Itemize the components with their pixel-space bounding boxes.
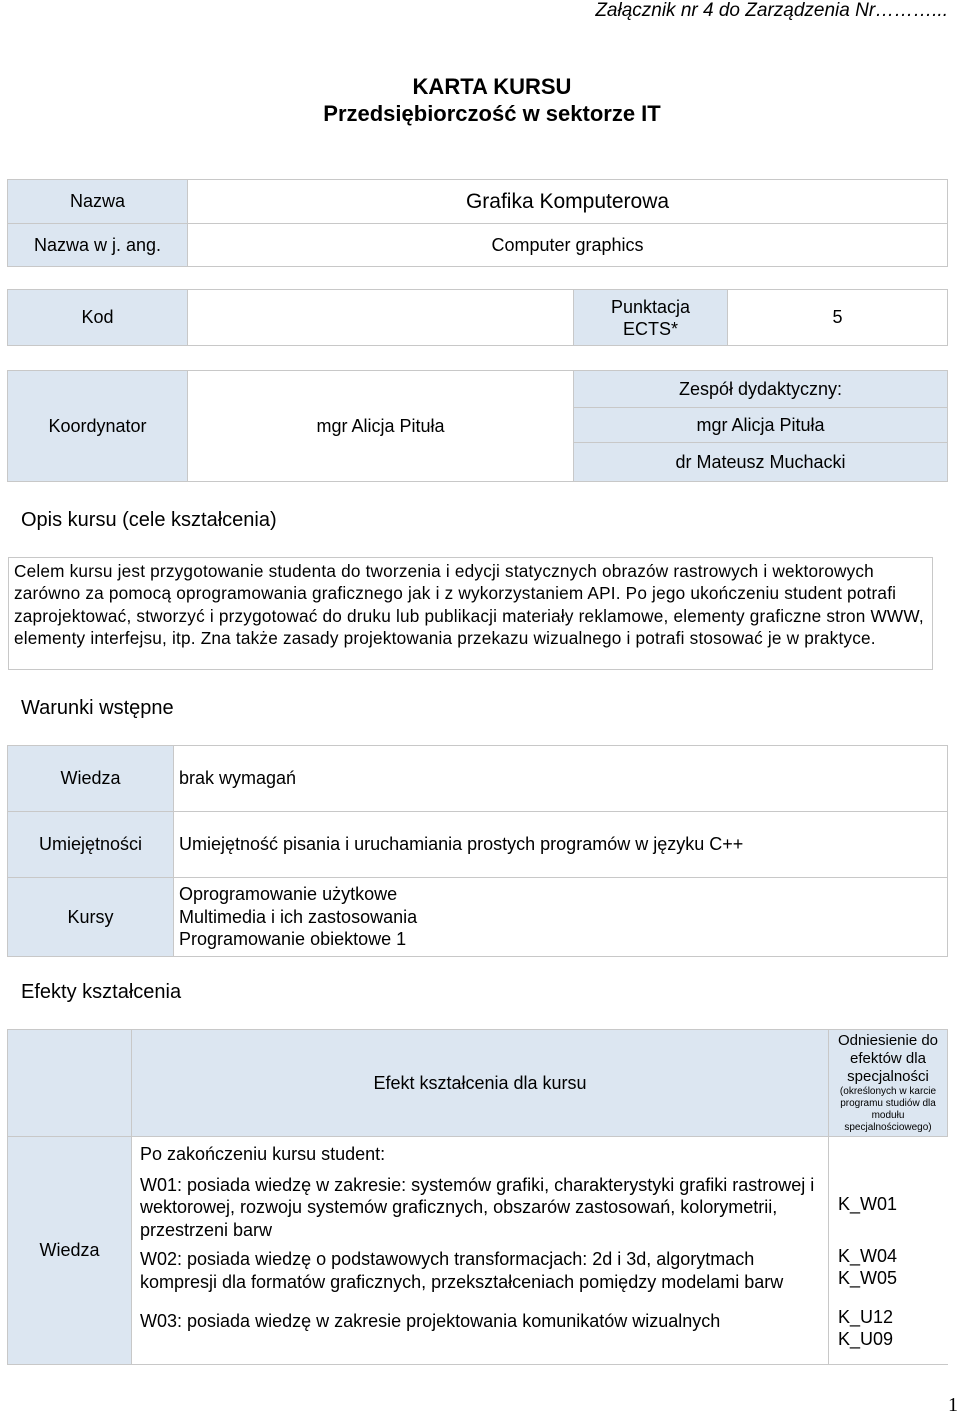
- team-label: Zespół dydaktyczny:: [574, 371, 948, 408]
- col-ref-title: Odniesienie do efektów dla specjalności: [837, 1032, 939, 1085]
- coordinator-label: Koordynator: [8, 371, 188, 482]
- ects-value: 5: [728, 290, 948, 346]
- name-value: Grafika Komputerowa: [188, 180, 948, 224]
- team-member: dr Mateusz Muchacki: [574, 443, 948, 482]
- annex-header: Załącznik nr 4 do Zarządzenia Nr………...: [595, 0, 948, 21]
- prereq-knowledge-label: Wiedza: [8, 746, 174, 812]
- coordinator-table: [7, 370, 948, 482]
- prereq-courses-label: Kursy: [8, 878, 174, 957]
- outcome-category: Wiedza: [8, 1137, 132, 1365]
- outcome-refs-cell: [829, 1137, 948, 1365]
- name-en-value: Computer graphics: [188, 224, 948, 267]
- col-ref-header: [829, 1030, 948, 1137]
- card-title: KARTA KURSU: [412, 74, 572, 99]
- coordinator-value: mgr Alicja Pituła: [188, 371, 574, 482]
- ref-w02-b: K_W05: [838, 1268, 898, 1288]
- team-member: mgr Alicja Pituła: [574, 408, 948, 443]
- ref-w01: K_W01: [838, 1194, 898, 1214]
- outcomes-heading: Efekty kształcenia: [21, 981, 182, 1003]
- description-heading: Opis kursu (cele kształcenia): [21, 509, 277, 531]
- program-title: Przedsiębiorczość w sektorze IT: [323, 101, 661, 126]
- description-text: Celem kursu jest przygotowanie studenta do tworzenia i edycji statycznych obrazów rastrowych i wektorowych zarówno za pomocą oprogramowania graficznego jak i z wykorzystaniem API. Po jego ukończeniu student potrafi zaprojektować, stworzyć i przygotować do druku lub publikacji materiały reklamowe, elementy graficzne stron WWW, elementy interfejsu, itp. Zna także zasady projektowania przekazu wizualnego i potrafi stosować je w praktyce.: [8, 557, 933, 670]
- prereq-course-item: Oprogramowanie użytkowe: [179, 884, 398, 905]
- col-ref-note: (określonych w karcie programu studiów dla modułu specjalnościowego): [839, 1086, 937, 1133]
- ref-w03-b: K_U09: [838, 1329, 894, 1349]
- ects-label: Punktacja ECTS*: [574, 290, 728, 346]
- code-table: [7, 289, 948, 346]
- prereq-course-item: Multimedia i ich zastosowania: [179, 906, 418, 927]
- name-en-label: Nazwa w j. ang.: [8, 224, 188, 267]
- prereq-courses-list: [174, 878, 948, 957]
- name-label: Nazwa: [8, 180, 188, 224]
- col-effect-header: Efekt kształcenia dla kursu: [132, 1030, 829, 1137]
- course-name-table: [7, 179, 948, 267]
- outcome-w01: W01: posiada wiedzę w zakresie: systemów grafiki, charakterystyki grafiki rastrowej i wektorowej, rozwoju systemów graficznych, obszarów zastosowań, kolorymetrii, przestrzeni barw: [140, 1174, 815, 1240]
- outcome-w02: W02: posiada wiedzę o podstawowych transformacjach: 2d i 3d, algorytmach kompresji dla formatów graficznych, przekształceniach pomiędzy modelami barw: [140, 1249, 784, 1292]
- ref-w03-a: K_U12: [838, 1306, 894, 1327]
- outcome-intro: Po zakończeniu kursu student:: [140, 1144, 386, 1164]
- prereq-skills-value: Umiejętność pisania i uruchamiania prostych programów w języku C++: [174, 812, 948, 878]
- ref-w02-a: K_W04: [838, 1245, 898, 1266]
- prereq-skills-label: Umiejętności: [8, 812, 174, 878]
- code-value: [188, 290, 574, 346]
- prereq-course-item: Programowanie obiektowe 1: [179, 929, 407, 950]
- prerequisites-heading: Warunki wstępne: [21, 697, 174, 719]
- prerequisites-table: [7, 745, 948, 957]
- page-number: 1: [948, 1394, 958, 1416]
- outcomes-table: [7, 1029, 948, 1365]
- code-label: Kod: [8, 290, 188, 346]
- prereq-knowledge-value: brak wymagań: [174, 746, 948, 812]
- outcome-w03: W03: posiada wiedzę w zakresie projektowania komunikatów wizualnych: [140, 1311, 721, 1331]
- outcome-effects-cell: [132, 1137, 829, 1365]
